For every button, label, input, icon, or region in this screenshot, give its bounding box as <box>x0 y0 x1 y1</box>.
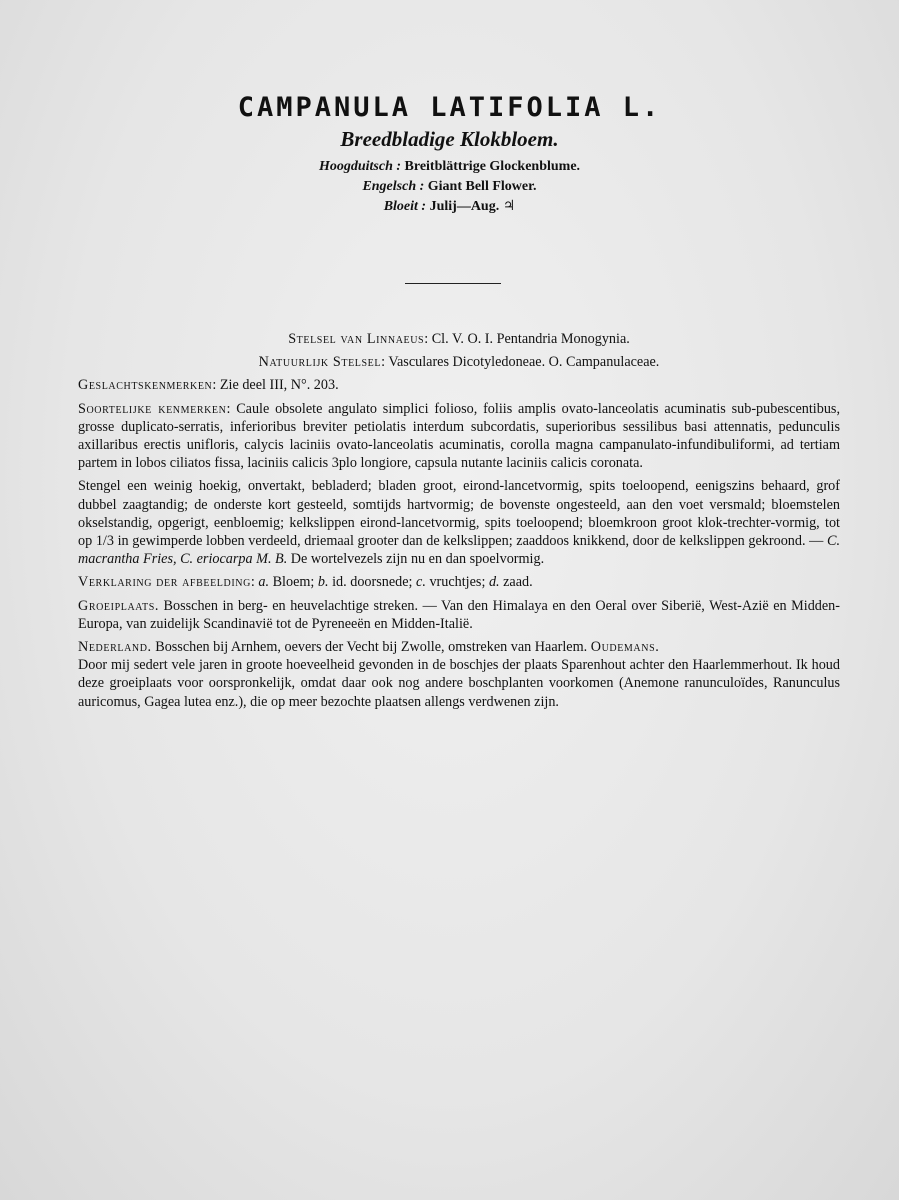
description-synonyms: C. macrantha Fries, C. eriocarpa M. B. <box>78 533 840 568</box>
figure-b-text: id. doorsnede; <box>328 574 417 591</box>
species-value: : Caule obsolete angulato simplici folioso, foliis amplis ovato-lanceolatis acuminatis sub-pubescentibus, grosse duplicato-serratis, inferioribus breviter petiolatis interdum subcordatis, superioribus sessilibus basi attennatis, pedunculis axillaribus erectis unifloris, calycis laciniis ovato-lanceolatis acuminatis, corolla magna campanulato-infundibuliformi, ad tertiam partem in lobos ciliatos fissa, laciniis calicis 3plo longiore, capsula nutante laciniis calicis coronata. <box>78 400 840 472</box>
figure-c-letter: c. <box>416 574 426 591</box>
natural-system-label: Natuurlijk Stelsel <box>258 354 382 371</box>
figure-label: Verklaring der afbeelding <box>78 574 251 591</box>
figure-colon: : <box>250 574 259 591</box>
divider <box>405 283 501 284</box>
bloom-label: Bloeit : <box>383 199 427 214</box>
habitat-label: Groeiplaats. <box>78 597 159 614</box>
figure-c-text: vruchtjes; <box>425 574 489 591</box>
figure-d-text: zaad. <box>499 574 533 591</box>
netherlands-label: Nederland. <box>78 639 152 656</box>
english-value: Giant Bell Flower. <box>427 179 537 194</box>
description-paragraph <box>78 477 840 568</box>
dutch-name: Breedbladige Klokbloem. <box>340 127 559 151</box>
bloom-line <box>0 197 899 217</box>
species-label: Soortelijke kenmerken <box>78 400 227 417</box>
figure-b-letter: b. <box>317 574 329 591</box>
bloom-value: Julij—Aug. ♃ <box>429 199 516 214</box>
english-name-line <box>0 177 899 197</box>
description-main: Stengel een weinig hoekig, onvertakt, bebladerd; bladen groot, eirond-lancetvormig, spits toeloopend, eenigszins behaard, grof dubbel zaagtandig; de onderste kort gesteeld, somtijds hartvormig; de bovenste ongesteeld, aan den voet versmald; bloemstelen okselstandig, opgerigt, eenbloemig; kelkslippen eirond-lancetvormig, spits toeloopend; bloemkroon groot klok-trechter-vormig, tot op 1/3 in gewimperde lobben verdeeld, driemaal grooter dan de kelkslippen; zaaddoos knikkend, door de kelkslippen gekroond. — <box>78 478 840 550</box>
netherlands-author: Oudemans. <box>590 639 660 656</box>
english-label: Engelsch : <box>362 179 425 194</box>
figure-explanation <box>78 573 840 591</box>
natural-system-line <box>78 353 840 371</box>
description-end: De wortelvezels zijn nu en dan spoelvormig. <box>290 551 545 568</box>
netherlands-value: Bosschen bij Arnhem, oevers der Vecht bij Zwolle, omstreken van Haarlem. <box>151 639 591 656</box>
observation-paragraph: Door mij sedert vele jaren in groote hoeveelheid gevonden in de boschjes der plaats Sparenhout achter den Haarlemmerhout. Ik houd deze groeiplaats voor oorspronkelijk, omdat daar ook nog andere boschplanten voorkomen (Anemone ranunculoïdes, Ranunculus auricomus, Gagea lutea enz.), die op meer bezochte plaatsen allengs verdwenen zijn. <box>78 657 840 710</box>
linnaeus-label: Stelsel van Linnaeus <box>288 331 425 347</box>
genus-label: Geslachtskenmerken <box>78 377 213 394</box>
species-characteristics <box>78 400 840 473</box>
body-text <box>78 330 840 716</box>
page-title: CAMPANULA LATIFOLIA L. <box>237 92 662 123</box>
genus-line <box>78 376 840 394</box>
german-name-line <box>0 157 899 177</box>
figure-a-text: Bloem; <box>269 574 318 591</box>
linnaeus-value: : Cl. V. O. I. Pentandria Monogynia. <box>424 331 630 347</box>
figure-a-letter: a. <box>258 574 270 591</box>
german-value: Breitblättrige Glockenblume. <box>404 159 581 174</box>
figure-d-letter: d. <box>488 574 500 591</box>
header <box>0 92 899 217</box>
habitat-value: Bosschen in berg- en heuvelachtige streken. — Van den Himalaya en den Oeral over Siberië, West-Azië en Midden-Europa, van zuidelijk Scandinavië tot de Pyreneeën en Midden-Italië. <box>78 597 840 632</box>
linnaeus-line <box>78 330 840 348</box>
netherlands-paragraph <box>78 638 840 656</box>
natural-system-value: : Vasculares Dicotyledoneae. O. Campanulaceae. <box>381 354 660 371</box>
habitat-paragraph <box>78 597 840 633</box>
german-label: Hoogduitsch : <box>318 159 402 174</box>
genus-value: : Zie deel III, N°. 203. <box>212 377 339 394</box>
